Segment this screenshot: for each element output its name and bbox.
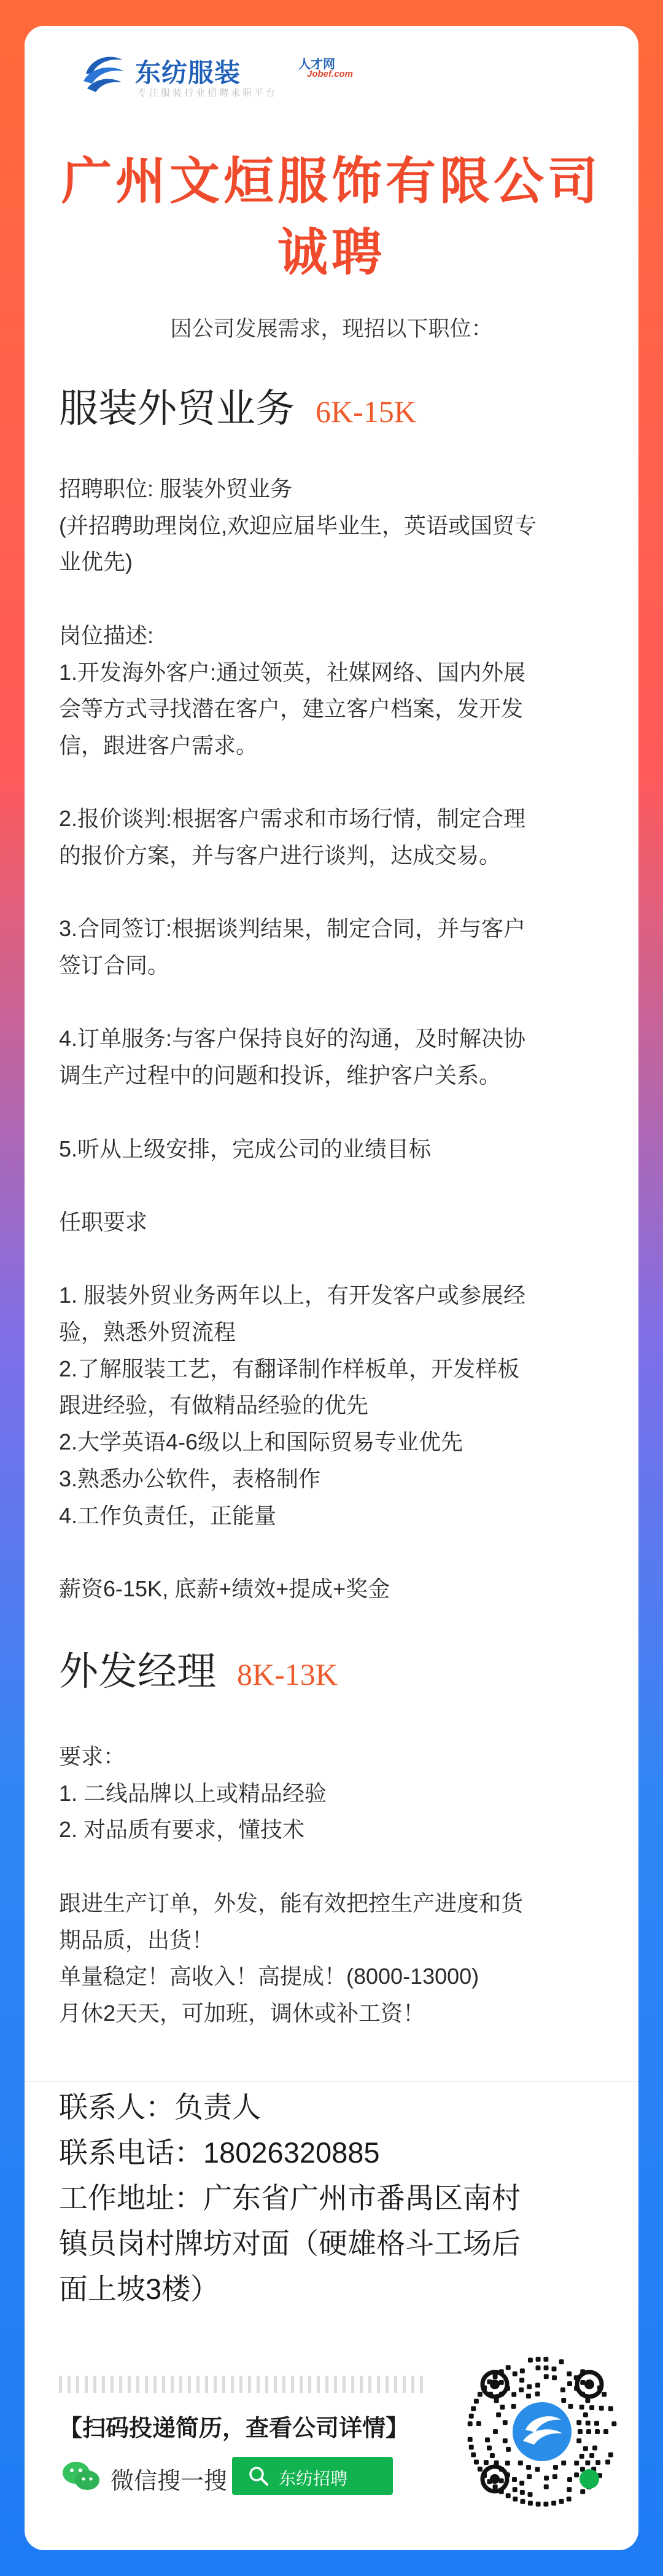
logo-mark-icon (79, 49, 128, 98)
blank-line (59, 1848, 605, 1885)
text-line: 联系人：负责人 (59, 2091, 261, 2123)
text-line: 招聘职位: 服装外贸业务 (59, 476, 293, 501)
company-name: 广州文烜服饰有限公司 (61, 152, 602, 211)
text-line: 岗位描述: (59, 622, 154, 648)
text-line: (并招聘助理岗位,欢迎应届毕业生，英语或国贸专 (59, 512, 537, 538)
text-line: 要求： (59, 1744, 126, 1769)
job-title-text: 外发经理 (59, 1649, 216, 1695)
logo-slogan: 专注服装行业招聘求职平台 (138, 88, 278, 98)
text-line: 4.工作负责任，正能量 (59, 1502, 277, 1528)
text-line: 2.报价谈判:根据客户需求和市场行情，制定合理 (59, 806, 526, 832)
text-line: 镇员岗村牌坊对面（硬雄格斗工场后 (59, 2227, 521, 2260)
text-line: 4.订单服务:与客户保持良好的沟通，及时解决协 (59, 1026, 526, 1052)
text-line: 会等方式寻找潜在客户，建立客户档案，发开发 (59, 696, 524, 722)
logo-name: 东纺服装 (135, 58, 241, 87)
text-line: 验，熟悉外贸流程 (59, 1319, 236, 1345)
blank-line (59, 1094, 605, 1131)
text-line: 业优先) (59, 549, 133, 575)
wechat-search-button[interactable] (232, 2457, 393, 2495)
text-line: 3.熟悉办公软件，表格制作 (59, 1466, 321, 1491)
text-line: 跟进生产订单，外发，能有效把控生产进度和货 (59, 1890, 524, 1916)
text-line: 薪资6-15K, 底薪+绩效+提成+奖金 (59, 1575, 390, 1601)
text-line: 任职要求 (59, 1209, 148, 1235)
job-title-trade (59, 377, 416, 434)
text-line: 2. 对品质有要求，懂技术 (59, 1817, 305, 1843)
job-title-outsourcing (59, 1640, 338, 1696)
text-line: 5.听从上级安排，完成公司的业绩目标 (59, 1136, 432, 1161)
blank-line (59, 580, 605, 617)
text-line: 信，跟进客户需求。 (59, 732, 258, 758)
contact-info (59, 2085, 611, 2312)
recruit-heading: 诚聘 (277, 224, 386, 282)
wechat-search-text: 微信搜一搜 (110, 2469, 228, 2494)
text-line: 1. 二线品牌以上或精品经验 (59, 1780, 327, 1806)
logo-subtitle: 人才网 (298, 58, 335, 71)
text-line: 的报价方案，并与客户进行谈判，达成交易。 (59, 843, 502, 868)
text-line: 调生产过程中的问题和投诉，维护客户关系。 (59, 1063, 502, 1088)
poster-card (25, 26, 638, 2550)
text-line: 单量稳定！高收入！高提成！(8000-13000) (59, 1964, 479, 1989)
job-description-outsourcing (59, 1738, 605, 2032)
search-button-label: 东纺招聘 (279, 2469, 348, 2488)
scan-prompt: 【扫码投递简历，查看公司详情】 (59, 2416, 409, 2441)
logo-domain: Jobef.com (307, 69, 354, 79)
text-line: 2.大学英语4-6级以上和国际贸易专业优先 (59, 1429, 463, 1455)
job-salary: 8K-13K (237, 1657, 338, 1692)
blank-line (59, 1167, 605, 1204)
text-line: 面上坡3楼） (59, 2273, 220, 2305)
intro-text: 因公司发展需求，现招以下职位： (170, 317, 493, 341)
text-line: 3.合同签订:根据谈判结果，制定合同，并与客户 (59, 916, 526, 942)
blank-line (59, 984, 605, 1021)
blank-line (59, 1241, 605, 1278)
text-line: 签订合同。 (59, 953, 170, 978)
job-description-trade (59, 470, 605, 1607)
site-logo[interactable] (79, 49, 398, 117)
magnifier-icon (248, 2465, 269, 2486)
text-line: 工作地址：广东省广州市番禺区南村 (59, 2182, 521, 2214)
text-line: 联系电话：18026320885 (59, 2136, 380, 2169)
text-line: 1.开发海外客户:通过领英，社媒网络、国内外展 (59, 659, 526, 685)
section-divider (25, 2081, 638, 2082)
blank-line (59, 1534, 605, 1571)
job-salary: 6K-15K (316, 394, 416, 429)
blank-line (59, 764, 605, 801)
blank-line (59, 874, 605, 911)
text-line: 月休2天天，可加班，调休或补工资！ (59, 2000, 425, 2026)
wechat-icon (61, 2459, 101, 2494)
qr-code[interactable] (459, 2349, 625, 2515)
text-line: 期品质，出货！ (59, 1927, 214, 1953)
text-line: 1. 服装外贸业务两年以上，有开发客户或参展经 (59, 1282, 526, 1308)
dotted-divider (59, 2376, 427, 2393)
job-title-text: 服装外贸业务 (59, 386, 295, 432)
text-line: 2.了解服装工艺，有翻译制作样板单，开发样板 (59, 1356, 520, 1381)
text-line: 跟进经验，有做精品经验的优先 (59, 1392, 369, 1418)
